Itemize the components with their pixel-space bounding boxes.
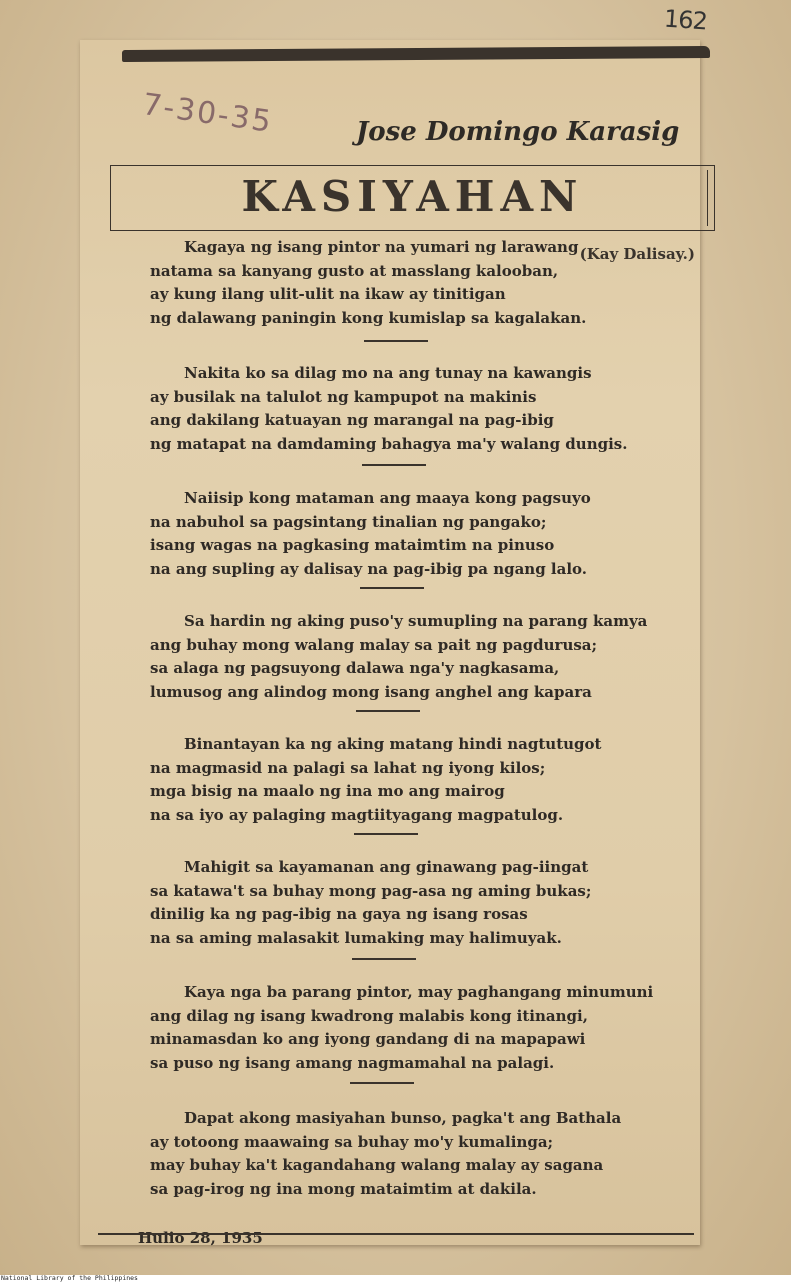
stanza-6 xyxy=(150,856,591,950)
handwritten-date: 7-30-35 xyxy=(140,87,275,140)
verse-line: dinilig ka ng pag-ibig na gaya ng isang rosas xyxy=(150,905,528,923)
newspaper-clipping xyxy=(80,40,700,1245)
stanza-4 xyxy=(150,610,647,704)
verse-line: na sa aming malasakit lumaking may halimuyak. xyxy=(150,928,562,947)
footer-strip xyxy=(0,1275,791,1283)
verse-line: ng matapat na damdaming bahagya ma'y walang dungis. xyxy=(150,434,628,453)
stanza-8 xyxy=(150,1107,621,1201)
verse-line: ang buhay mong walang malay sa pait ng pagdurusa; xyxy=(150,635,598,654)
verse-line: Kaya nga ba parang pintor, may paghangang minumuni xyxy=(184,983,654,1001)
verse-line: ay busilak na talulot ng kampupot na makinis xyxy=(150,387,537,406)
verse-line: na nabuhol sa pagsintang tinalian ng pangako; xyxy=(150,512,547,531)
stanza-divider xyxy=(350,1082,414,1084)
verse-line: na sa iyo ay palaging magtiityagang magpatulog. xyxy=(150,805,564,824)
verse-line: minamasdan ko ang iyong gandang di na mapapawi xyxy=(150,1030,586,1048)
verse-line: ang dakilang katuayan ng marangal na pag-ibig xyxy=(150,411,554,429)
footer-credit: National Library of the Philippines xyxy=(1,1274,138,1282)
author-name: Jose Domingo Karasig xyxy=(356,117,680,147)
stanza-divider xyxy=(360,587,424,589)
verse-line: Naiisip kong mataman ang maaya kong pagsuyo xyxy=(184,489,591,507)
dedication: (Kay Dalisay.) xyxy=(579,245,695,263)
verse-line: Dapat akong masiyahan bunso, pagka't ang Bathala xyxy=(184,1109,622,1127)
page-number: 162 xyxy=(663,4,708,36)
verse-line: ay totoong maawaing sa buhay mo'y kumalinga; xyxy=(150,1132,554,1151)
verse-line: ang dilag ng isang kwadrong malabis kong itinangi, xyxy=(150,1006,588,1025)
verse-line: ng dalawang paningin kong kumislap sa kagalakan. xyxy=(150,308,587,327)
verse-line: Sa hardin ng aking puso'y sumupling na parang kamya xyxy=(184,612,648,630)
verse-line: na ang supling ay dalisay na pag-ibig pa ngang lalo. xyxy=(150,559,587,578)
stanza-1 xyxy=(150,236,586,330)
verse-line: sa katawa't sa buhay mong pag-asa ng aming bukas; xyxy=(150,881,592,900)
verse-line: na magmasid na palagi sa lahat ng iyong kilos; xyxy=(150,758,546,777)
clipping-bottom-rule xyxy=(98,1233,694,1235)
verse-line: sa puso ng isang amang nagmamahal na palagi. xyxy=(150,1053,555,1072)
stanza-2 xyxy=(150,362,627,456)
title-box xyxy=(110,165,715,231)
stanza-5 xyxy=(150,733,601,827)
stanza-divider xyxy=(364,340,428,342)
poem-date: Hulio 28, 1935 xyxy=(138,1229,263,1247)
stanza-divider xyxy=(354,833,418,835)
stanza-3 xyxy=(150,487,591,581)
verse-line: Mahigit sa kayamanan ang ginawang pag-iingat xyxy=(184,858,589,876)
verse-line: ay kung ilang ulit-ulit na ikaw ay tinitigan xyxy=(150,285,506,303)
clipping-top-bar xyxy=(122,46,710,62)
verse-line: Nakita ko sa dilag mo na ang tunay na kawangis xyxy=(184,364,592,382)
verse-line: natama sa kanyang gusto at masslang kalooban, xyxy=(150,261,559,280)
stanza-divider xyxy=(352,958,416,960)
stanza-7 xyxy=(150,981,653,1075)
verse-line: Kagaya ng isang pintor na yumari ng larawang xyxy=(184,238,579,256)
stanza-divider xyxy=(362,464,426,466)
poem-title: KASIYAHAN xyxy=(241,172,584,221)
verse-line: lumusog ang alindog mong isang anghel ang kapara xyxy=(150,682,592,701)
verse-line: sa pag-irog ng ina mong mataimtim at dakila. xyxy=(150,1179,537,1198)
verse-line: may buhay ka't kagandahang walang malay ay sagana xyxy=(150,1156,604,1174)
verse-line: sa alaga ng pagsuyong dalawa nga'y nagkasama, xyxy=(150,659,560,677)
verse-line: mga bisig na maalo ng ina mo ang mairog xyxy=(150,782,505,800)
verse-line: Binantayan ka ng aking matang hindi nagtutugot xyxy=(184,735,602,753)
verse-line: isang wagas na pagkasing mataimtim na pinuso xyxy=(150,536,555,554)
stanza-divider xyxy=(356,710,420,712)
